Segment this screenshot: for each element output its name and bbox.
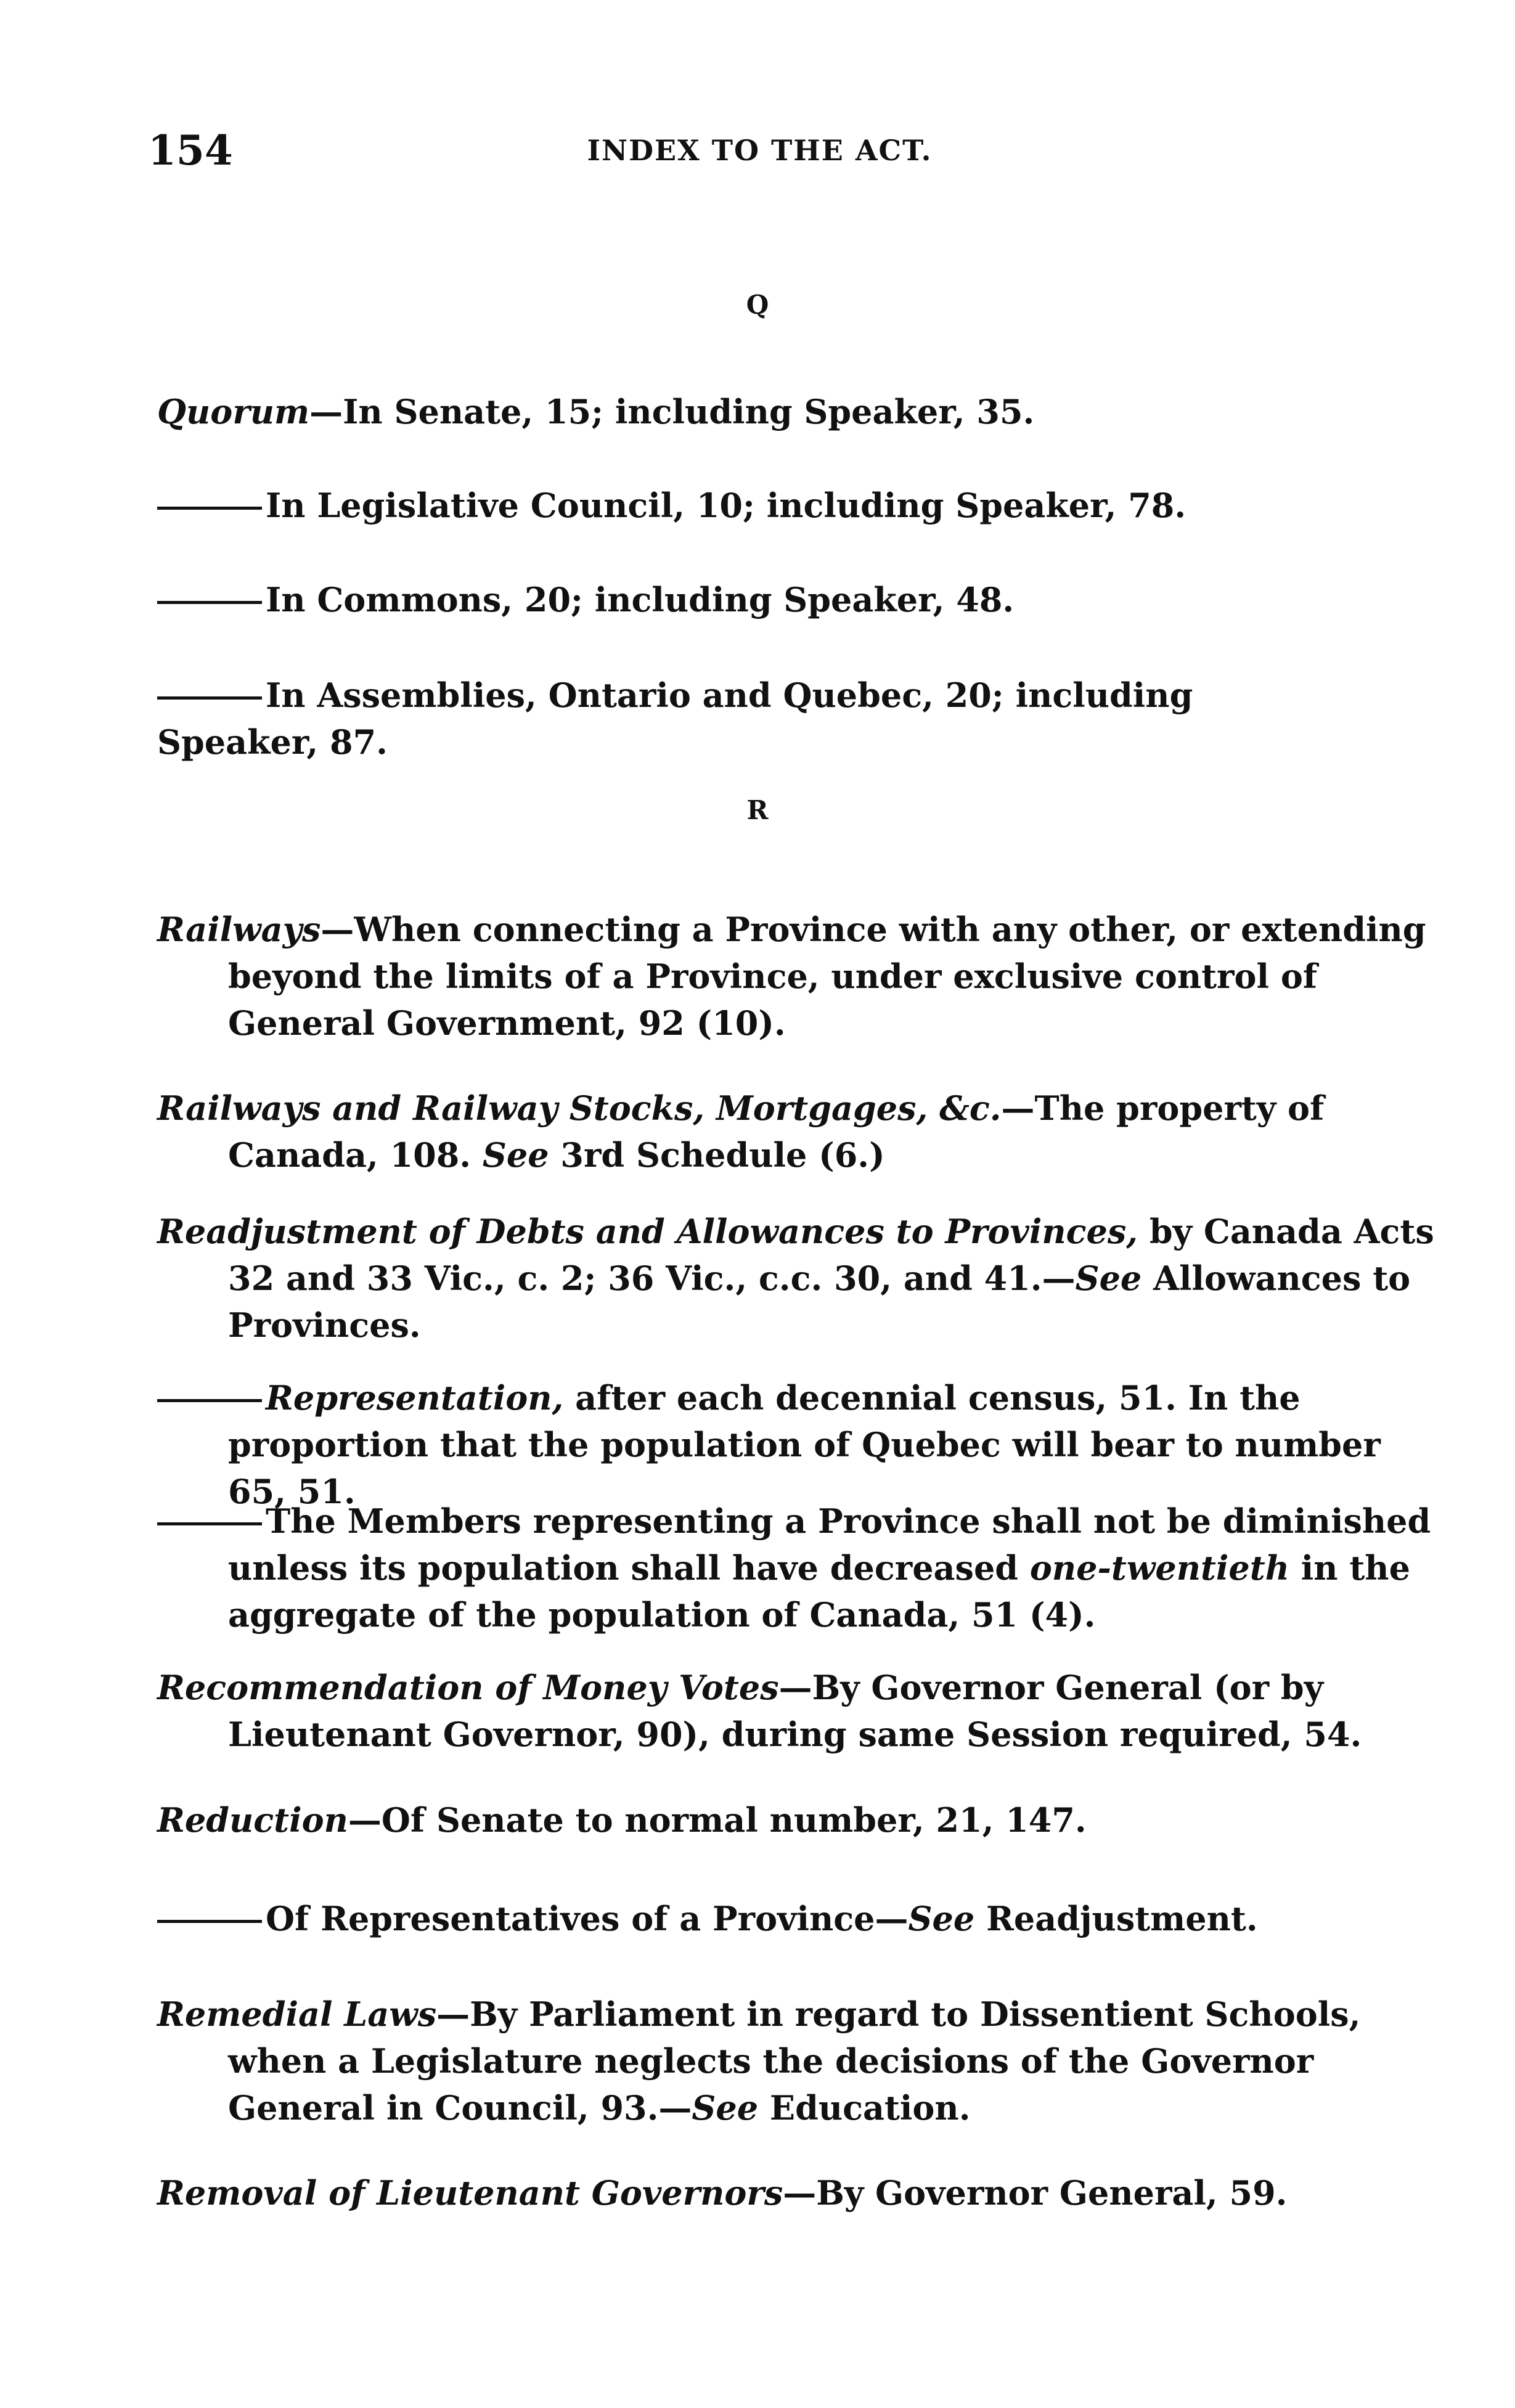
entry-text-tail: 3rd Schedule (6.) (549, 1135, 885, 1175)
index-entry-sub (157, 576, 1365, 623)
index-entry-quorum (157, 388, 1365, 435)
entry-heading: Recommendation of Money Votes (157, 1668, 779, 1707)
entry-text: Of Representatives of a Province— (266, 1899, 909, 1938)
entry-heading: Representation, (266, 1378, 564, 1418)
emphasis: one-twentieth (1029, 1548, 1289, 1588)
ditto-dash (157, 1920, 262, 1923)
see-reference: See (692, 2088, 759, 2128)
entry-heading: Railways (157, 910, 321, 949)
entry-text: In Assemblies, Ontario and Quebec, 20; including Speaker, 87. (157, 675, 1193, 762)
index-entry-sub (157, 672, 1365, 765)
index-entry-sub (157, 482, 1365, 529)
see-reference: See (908, 1899, 975, 1938)
index-entry-members (157, 1498, 1436, 1638)
entry-text: —By Governor General, 59. (783, 2173, 1288, 2213)
entry-text-tail: Allowances to Provinces. (228, 1259, 1411, 1345)
entry-text: In Legislative Council, 10; including Speaker, 78. (266, 486, 1186, 525)
entry-heading: Railways and Railway Stocks, Mortgages, &c. (157, 1088, 1002, 1128)
see-reference: See (482, 1135, 549, 1175)
index-entry-railways (157, 906, 1436, 1047)
ditto-dash (157, 1399, 262, 1402)
ditto-dash (157, 1522, 262, 1525)
index-entry-removal (157, 2169, 1365, 2216)
entry-heading: Remedial Laws (157, 1994, 437, 2034)
index-entry-readjustment (157, 1208, 1436, 1349)
entry-text: In Commons, 20; including Speaker, 48. (266, 580, 1015, 619)
ditto-dash (157, 696, 262, 700)
entry-heading: Removal of Lieutenant Governors (157, 2173, 783, 2213)
running-head: INDEX TO THE ACT. (587, 134, 933, 167)
entry-text: —In Senate, 15; including Speaker, 35. (309, 392, 1035, 431)
entry-text: The Members representing a Province shall not be diminished unless its population shall have decreased (228, 1501, 1431, 1588)
entry-text-tail: Education. (758, 2088, 971, 2128)
page-number: 154 (148, 126, 233, 174)
entry-text: —Of Senate to normal number, 21, 147. (348, 1800, 1087, 1840)
section-letter-r: R (746, 795, 769, 825)
ditto-dash (157, 601, 262, 604)
entry-text: —By Governor General (or by Lieutenant Governor, 90), during same Session required, 54. (228, 1668, 1362, 1754)
entry-heading: Readjustment of Debts and Allowances to Provinces, (157, 1212, 1138, 1251)
index-entry-railway-stocks (157, 1085, 1436, 1178)
entry-text: —When connecting a Province with any other, or extending beyond the limits of a Province, under exclusive control of General Government, 92 (10). (228, 910, 1426, 1043)
index-entry-recommendation (157, 1664, 1436, 1758)
entry-text-tail: in the aggregate of the population of Canada, 51 (4). (228, 1548, 1410, 1635)
entry-text: —By Parliament in regard to Dissentient Schools, when a Legislature neglects the decisions of the Governor General in Council, 93.— (228, 1994, 1361, 2128)
section-letter-q: Q (746, 290, 769, 320)
index-entry-remedial-laws (157, 1991, 1436, 2131)
ditto-dash (157, 507, 262, 510)
page-header (148, 126, 1371, 182)
see-reference: See (1075, 1259, 1142, 1298)
entry-text: —The property of Canada, 108. (228, 1088, 1325, 1175)
index-entry-reduction (157, 1797, 1365, 1843)
entry-text-tail: Readjustment. (974, 1899, 1258, 1938)
index-entry-representation (157, 1374, 1436, 1515)
entry-heading: Quorum (157, 392, 310, 431)
index-entry-sub (157, 1895, 1365, 1942)
entry-text: by Canada Acts 32 and 33 Vic., c. 2; 36 Vic., c.c. 30, and 41.— (228, 1212, 1434, 1298)
entry-text: after each decennial census, 51. In the proportion that the population of Quebec will bear to number 65, 51. (228, 1378, 1381, 1511)
entry-heading: Reduction (157, 1800, 348, 1840)
